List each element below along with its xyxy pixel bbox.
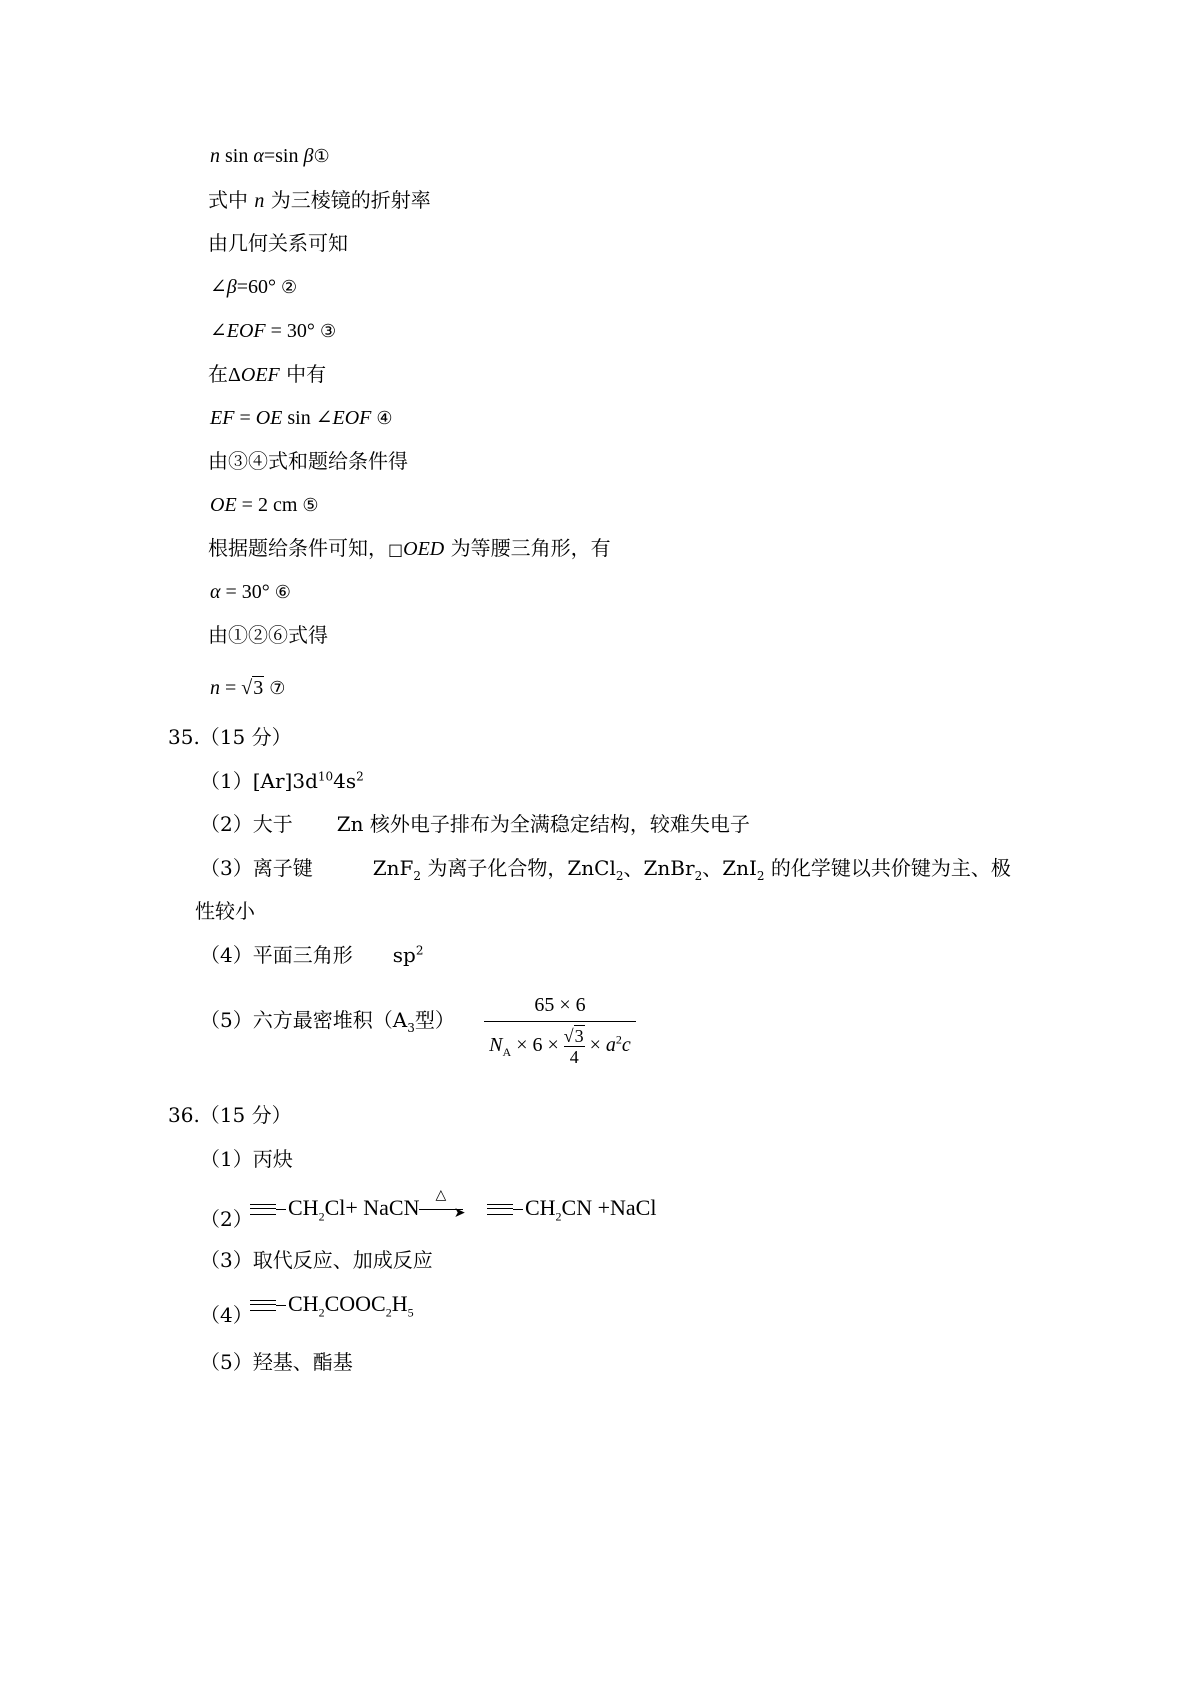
q35-heading: 35.（15 分） [168, 725, 292, 749]
q36-reaction-equation: $CH_2Cl+$ NaCN ➤ △ $CH_2CN$ +NaCl [250, 1196, 656, 1220]
triple-bond [250, 1204, 276, 1215]
text-in-triangle: 在ΔOEF 中有 [208, 362, 327, 386]
text-from-126: 由①②⑥式得 [208, 623, 328, 647]
equation-angle-eof: ∠EOF = 30° ③ [210, 320, 337, 342]
text-isosceles: 根据题给条件可知，□OED 为等腰三角形，有 [208, 536, 611, 560]
reaction-arrow: ➤ △ [419, 1209, 463, 1210]
q35-answer-1: $(1)[Ar]3d^{10}4s^2$ [200, 769, 364, 793]
sqrt-symbol: √3 [241, 677, 264, 699]
q36-answer-5: （5）羟基、酯基 [200, 1350, 353, 1374]
equation-ef: EF = OE sin ∠EOF ④ [210, 407, 393, 429]
text-geometry: 由几何关系可知 [208, 231, 348, 255]
q35-answer-4: （4）平面三角形 $sp^2$ [200, 943, 424, 967]
text-refractive-index: 式中 n 为三棱镜的折射率 [208, 188, 431, 212]
density-fraction: 65 × 6 $N_A \times 6$ × $\frac{√3}{4}$ × $a^2c$ [484, 994, 636, 1067]
q35-answer-5: （5）六方最密堆积（$A_3$型） [200, 1008, 455, 1035]
equation-snell: n sin α=sin β① [210, 145, 330, 167]
equation-oe: OE = 2 cm ⑤ [210, 494, 319, 516]
equation-alpha: α = 30° ⑥ [210, 581, 291, 603]
q36-answer-1: （1）丙炔 [200, 1147, 293, 1171]
text-from-34: 由③④式和题给条件得 [208, 449, 408, 473]
q36-answer-2-label: （2） [200, 1207, 253, 1231]
equation-n-result: n = √3 ⑦ [210, 677, 286, 699]
q36-heading: 36.（15 分） [168, 1103, 292, 1127]
triple-bond [487, 1204, 513, 1215]
q36-answer-4-label: （4） [200, 1303, 253, 1327]
q36-structure-ester: $CH_2COOC_2H_5$ [250, 1292, 414, 1316]
triple-bond [250, 1300, 276, 1311]
q35-answer-3-cont: 性较小 [195, 899, 255, 923]
q35-answer-2: （2）大于 Zn 核外电子排布为全满稳定结构，较难失电子 [200, 812, 750, 836]
equation-beta: ∠β=60° ② [210, 276, 298, 298]
q36-answer-3: （3）取代反应、加成反应 [200, 1248, 433, 1272]
q35-answer-3: （3）离子键 ZnF$_2$ 为离子化合物，ZnCl$_2$、ZnBr$_2$、ZnI$_2$ 的化学键以共价键为主、极 [200, 856, 1011, 883]
